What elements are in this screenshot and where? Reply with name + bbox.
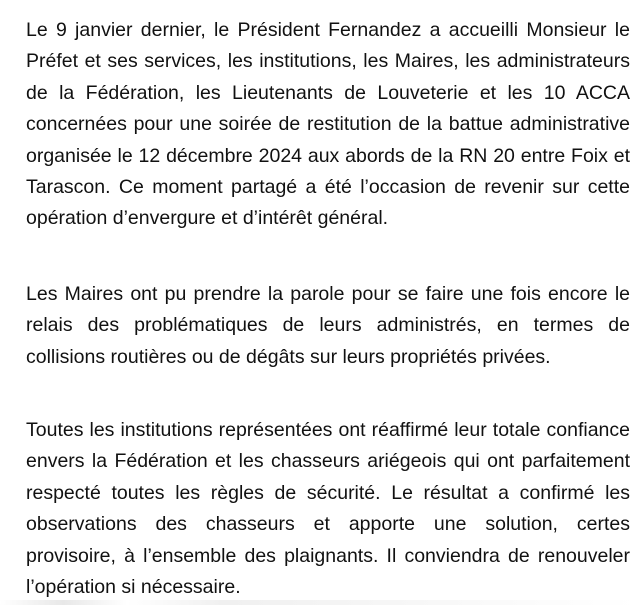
paragraph-institutions-confidence: Toutes les institutions représentées ont réaffirmé leur totale confiance envers la Fédération et les chasseurs ariégeois qui ont parfaitement respecté toutes les règles de sécurité. Le résultat a confirmé les observations des chasseurs et apporte une solution, certes provisoire, à l’ensemble des plaignants. Il conviendra de renouveler l’opération si nécessaire. bbox=[26, 419, 630, 599]
paragraph-restitution-evening: Le 9 janvier dernier, le Président Fernandez a accueilli Monsieur le Préfet et ses services, les institutions, les Maires, les administrateurs de la Fédération, les Lieutenants de Louveterie et les 10 ACCA concernées pour une soirée de restitution de la battue administrative organisée le 12 décembre 2024 aux abords de la RN 20 entre Foix et Tarascon. Ce moment partagé a été l’occasion de revenir sur cette opération d’envergure et d’intérêt général. bbox=[26, 19, 630, 230]
bottom-edge-artifact bbox=[0, 600, 636, 605]
paragraph-mayors-speech: Les Maires ont pu prendre la parole pour se faire une fois encore le relais des problématiques de leurs administrés, en termes de collisions routières ou de dégâts sur leurs propriétés privées. bbox=[26, 283, 630, 368]
